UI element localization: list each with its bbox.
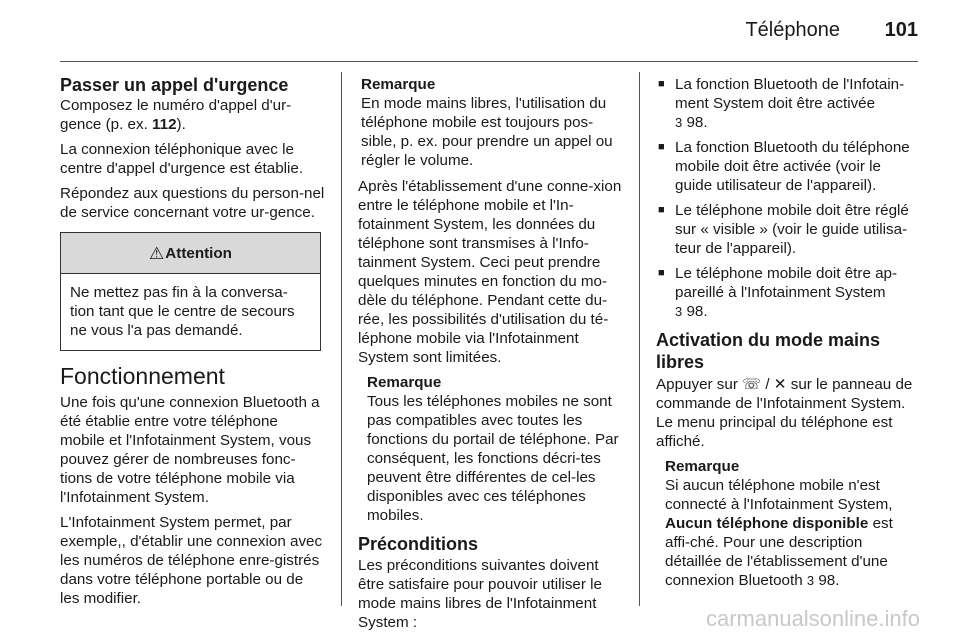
text: est affi-ché. Pour une description détaillée de l'établissement d'une connexion Bluetooth xyxy=(665,515,893,589)
column-divider xyxy=(639,72,640,606)
bullet-icon: ■ xyxy=(658,267,665,279)
text: Appuyer sur xyxy=(656,376,743,393)
note-body xyxy=(665,476,922,590)
page-ref[interactable]: 98. xyxy=(818,572,840,589)
page-number: 101 xyxy=(884,19,918,41)
note xyxy=(656,457,922,590)
preconditions-list xyxy=(656,75,922,321)
preconditions-heading: Préconditions xyxy=(358,534,479,554)
text: ). xyxy=(176,116,186,133)
list-item-text: Le téléphone mobile doit être réglé sur « visible » (voir le guide utilisa-teur de l'appareil). xyxy=(675,202,909,257)
text: Si aucun téléphone mobile n'est connecté à l'Infotainment System, xyxy=(665,477,893,513)
function-heading: Fonctionnement xyxy=(60,363,225,389)
handsfree-heading: Activation du mode mains libres xyxy=(656,330,881,372)
preconditions-paragraph: Les préconditions suivantes doivent être satisfaire pour pouvoir utiliser le mode mains libres de l'Infotainment System : xyxy=(358,557,602,631)
page-ref-arrow-icon: 3 xyxy=(806,573,815,588)
function-paragraph: Une fois qu'une connexion Bluetooth a été établie entre votre téléphone mobile et l'Infotainment System, vous pouvez gérer de nombreuses fonc-tions de votre téléphone mobile via l'Infotainment System. xyxy=(60,394,320,506)
page-ref[interactable]: 98. xyxy=(686,114,708,131)
emergency-paragraph xyxy=(60,96,326,134)
emergency-number: 112 xyxy=(152,116,177,133)
column-middle xyxy=(358,75,624,638)
page-ref[interactable]: 98. xyxy=(686,303,708,320)
paragraph: Après l'établissement d'une conne-xion entre le téléphone mobile et l'In-fotainment System, les données du téléphone sont transmises à l'Info-tainment System. Ceci peut prendre quelques minutes en fonction du mo-dèle du téléphone. Pendant cette du-rée, les possibilités d'utilisation du té-léphone mobile via l'Infotainment System sont limitées. xyxy=(358,178,622,366)
page-ref-arrow-icon: 3 xyxy=(675,115,683,130)
list-item xyxy=(656,138,922,195)
note-title: Remarque xyxy=(665,458,740,475)
column-left xyxy=(60,75,326,614)
emergency-paragraph: Répondez aux questions du person-nel de service concernant votre ur-gence. xyxy=(60,185,325,221)
text: Composez le numéro d'appel d'ur-gence (p. ex. xyxy=(60,97,292,133)
column-divider xyxy=(341,72,342,606)
list-item xyxy=(656,264,922,321)
note-title: Remarque xyxy=(367,374,442,391)
note-title: Remarque xyxy=(361,76,436,93)
emergency-paragraph: La connexion téléphonique avec le centre d'appel d'urgence est établie. xyxy=(60,141,304,177)
column-right xyxy=(656,75,922,597)
list-item xyxy=(656,75,922,132)
page-title: Téléphone xyxy=(745,19,840,41)
attention-title: Attention xyxy=(165,244,232,262)
bullet-icon: ■ xyxy=(658,204,665,216)
warning-icon: ⚠ xyxy=(149,243,165,263)
bullet-icon: ■ xyxy=(658,78,665,90)
list-item-text: La fonction Bluetooth du téléphone mobile doit être activée (voir le guide utilisateur de l'appareil). xyxy=(675,139,910,194)
note xyxy=(358,373,624,525)
note-body: En mode mains libres, l'utilisation du téléphone mobile est toujours pos-sible, p. ex. pour prendre un appel ou régler le volume. xyxy=(361,95,613,169)
note-body: Tous les téléphones mobiles ne sont pas compatibles avec toutes les fonctions du portail de téléphone. Par conséquent, les fonctions décri-tes peuvent être différentes de cel-les disponibles avec ces téléphones mobiles. xyxy=(367,393,619,524)
list-item-text: Le téléphone mobile doit être ap-pareillé à l'Infotainment System xyxy=(675,265,898,301)
attention-body: Ne mettez pas fin à la conversa-tion tant que le centre de secours ne vous l'a pas demandé. xyxy=(70,284,295,339)
mute-icon: ✕ xyxy=(773,376,787,393)
list-item xyxy=(656,201,922,258)
phone-icon: ☏ xyxy=(742,376,762,393)
watermark: carmanualsonline.info xyxy=(705,606,920,631)
attention-header xyxy=(61,233,320,274)
bullet-icon: ■ xyxy=(658,141,665,153)
note xyxy=(358,75,624,170)
text: / xyxy=(761,376,774,393)
text: sur le panneau de commande de l'Infotainment System. Le menu principal du téléphone est affiché. xyxy=(656,376,913,450)
attention-box xyxy=(60,232,321,351)
page-ref-arrow-icon: 3 xyxy=(675,304,683,319)
handsfree-paragraph xyxy=(656,375,922,451)
header-rule xyxy=(60,61,918,62)
page-header xyxy=(0,0,960,60)
function-paragraph: L'Infotainment System permet, par exemple,, d'établir une connexion avec les numéros de téléphone enre-gistrés dans votre téléphone portable ou de les modifier. xyxy=(60,514,323,607)
list-item-text: La fonction Bluetooth de l'Infotain-ment System doit être activée xyxy=(675,76,905,112)
emergency-heading: Passer un appel d'urgence xyxy=(60,75,289,95)
ui-label: Aucun téléphone disponible xyxy=(665,515,869,532)
